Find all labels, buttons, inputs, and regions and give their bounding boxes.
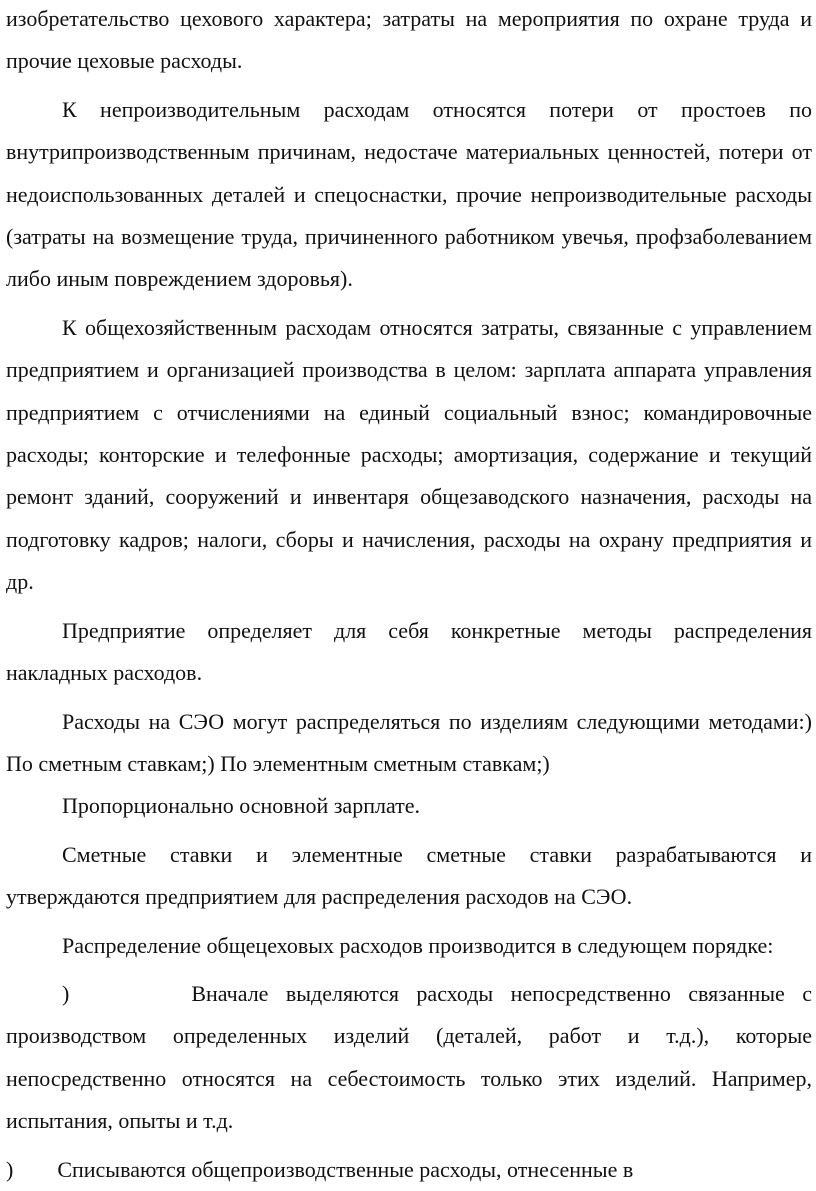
paragraph-5: Расходы на СЭО могут распределяться по изделиям следующими методами:) По сметным ставкам;) По элементным сметным ставкам;)	[6, 708, 812, 776]
paragraph-4: Предприятие определяет для себя конкретные методы распределения накладных расходов.	[6, 617, 812, 686]
paragraph-9: ) Вначале выделяются расходы непосредственно связанные с производством определенных изделий (деталей, работ и т.д.), которые непосредственно относятся на себестоимость только этих изделий. Например, испытания, опыты и т.д.	[6, 980, 812, 1134]
paragraph-2: К непроизводительным расходам относятся потери от простоев по внутрипроизводственным причинам, недостаче материальных ценностей, потери от недоиспользованных деталей и спецоснастки, прочие непроизводительные расходы (затраты на возмещение труда, причиненного работником увечья, профзаболеванием либо иным повреждением здоровья).	[6, 96, 812, 292]
document-page	[6, 0, 812, 1191]
paragraph-3: К общехозяйственным расходам относятся затраты, связанные с управлением предприятием и организацией производства в целом: зарплата аппарата управления предприятием с отчислениями на единый социальный взнос; командировочные расходы; конторские и телефонные расходы; амортизация, содержание и текущий ремонт зданий, сооружений и инвентаря общезаводского назначения, расходы на подготовку кадров; налоги, сборы и начисления, расходы на охрану предприятия и др.	[6, 314, 812, 595]
paragraph-6: Пропорционально основной зарплате.	[62, 793, 421, 819]
paragraph-7: Сметные ставки и элементные сметные ставки разрабатываются и утверждаются предприятием для распределения расходов на СЭО.	[6, 841, 812, 910]
paragraph-1: изобретательство цехового характера; затраты на мероприятия по охране труда и прочие цеховые расходы.	[6, 6, 812, 74]
paragraph-10: ) Списываются общепроизводственные расходы, отнесенные в	[6, 1156, 634, 1182]
paragraph-8: Распределение общецеховых расходов производится в следующем порядке:	[62, 932, 774, 958]
